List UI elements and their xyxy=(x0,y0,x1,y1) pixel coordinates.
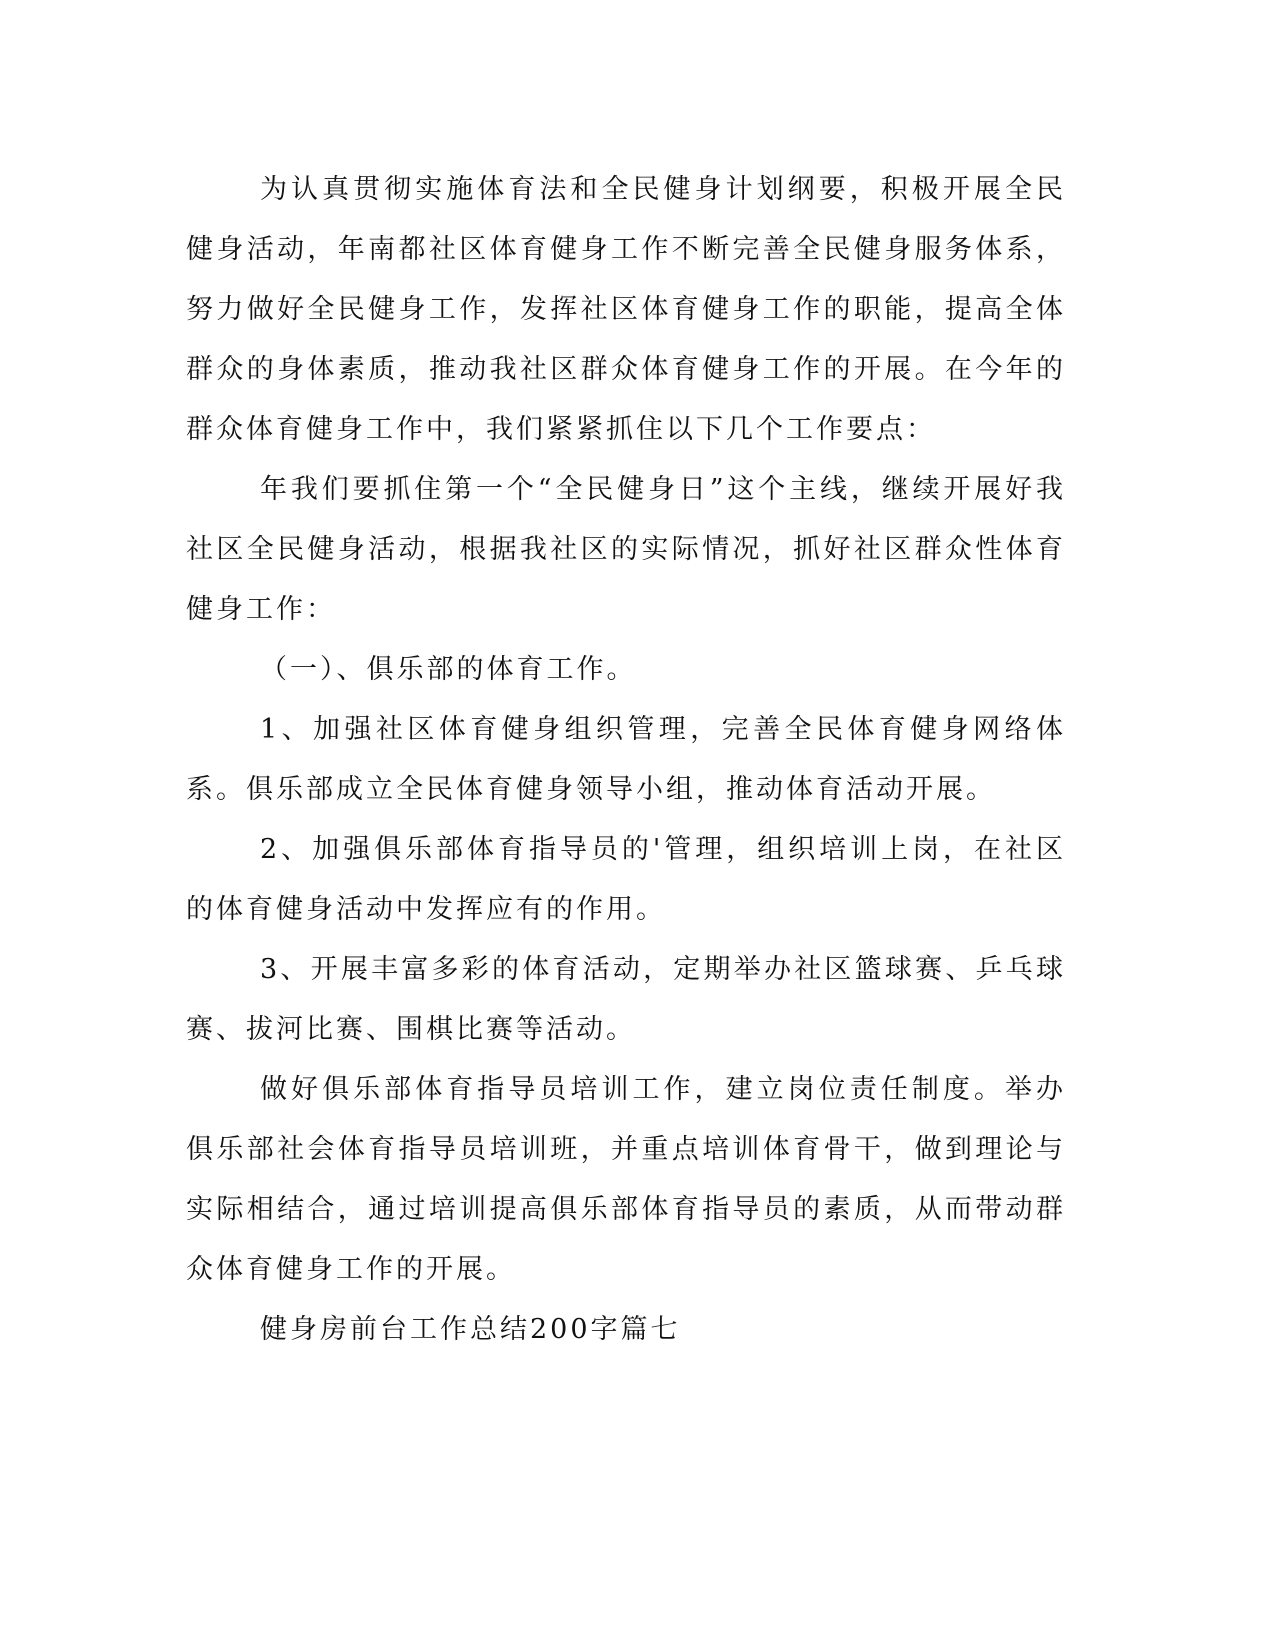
section-heading-club: （一）、俱乐部的体育工作。 xyxy=(260,654,637,685)
list-item-2: 2、加强俱乐部体育指导员的'管理，组织培训上岗，在社区的体育健身活动中发挥应有的作用。 xyxy=(186,834,1066,925)
paragraph-training: 做好俱乐部体育指导员培训工作，建立岗位责任制度。举办俱乐部社会体育指导员培训班，并重点培训体育骨干，做到理论与实际相结合，通过培训提高俱乐部体育指导员的素质，从而带动群众体育健身工作的开展。 xyxy=(186,1074,1066,1285)
document-body xyxy=(186,160,1066,1360)
paragraph-intro: 为认真贯彻实施体育法和全民健身计划纲要，积极开展全民健身活动，年南都社区体育健身工作不断完善全民健身服务体系，努力做好全民健身工作，发挥社区体育健身工作的职能，提高全体群众的身体素质，推动我社区群众体育健身工作的开展。在今年的群众体育健身工作中，我们紧紧抓住以下几个工作要点： xyxy=(186,174,1066,445)
list-item-1: 1、加强社区体育健身组织管理，完善全民体育健身网络体系。俱乐部成立全民体育健身领导小组，推动体育活动开展。 xyxy=(186,714,1066,805)
list-item-3: 3、开展丰富多彩的体育活动，定期举办社区篮球赛、乒乓球赛、拔河比赛、围棋比赛等活动。 xyxy=(186,954,1066,1045)
article-title-next: 健身房前台工作总结200字篇七 xyxy=(260,1314,681,1345)
paragraph-fitness-day: 年我们要抓住第一个“全民健身日”这个主线，继续开展好我社区全民健身活动，根据我社区的实际情况，抓好社区群众性体育健身工作： xyxy=(186,474,1066,625)
